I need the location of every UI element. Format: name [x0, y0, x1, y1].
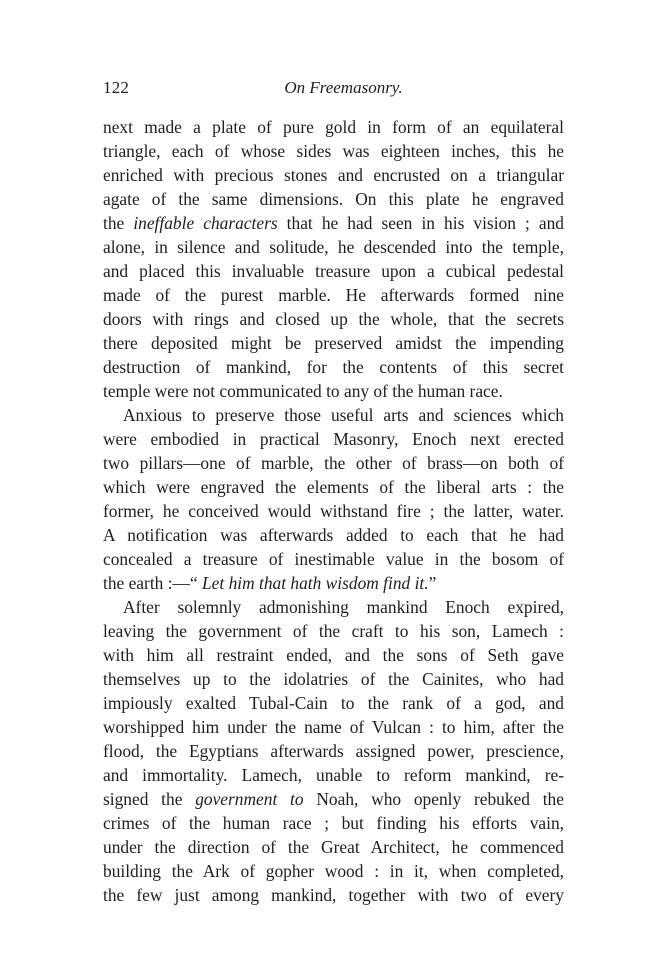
text-segment: the few just among mankind, together with two of every: [103, 885, 564, 905]
text-segment: concealed a treasure of inestimable value in the bosom of: [103, 549, 564, 569]
text-segment: agate of the same dimensions. On this plate he engraved: [103, 189, 564, 209]
text-line: [103, 523, 564, 547]
text-line: [103, 883, 564, 907]
text-segment: triangle, each of whose sides was eighteen inches, this he: [103, 141, 564, 161]
text-segment: temple were not communicated to any of the human race.: [103, 381, 503, 401]
text-line: [103, 427, 564, 451]
text-segment: there deposited might be preserved amidst the impending: [103, 333, 564, 353]
text-line: [103, 835, 564, 859]
text-line: [103, 115, 564, 139]
text-segment: two pillars—one of marble, the other of brass—on both of: [103, 453, 564, 473]
page-number: 122: [103, 78, 130, 97]
text-line: [103, 139, 564, 163]
text-line: [103, 403, 564, 427]
running-head: [103, 76, 564, 100]
italic-text: government to: [195, 789, 304, 809]
italic-text: Let him that hath wisdom find it.: [202, 573, 429, 593]
text-segment: A notification was afterwards added to each that he had: [103, 525, 564, 545]
text-line: [103, 571, 564, 595]
text-segment: the: [103, 213, 134, 233]
text-line: [103, 787, 564, 811]
text-segment: leaving the government of the craft to his son, Lamech :: [103, 621, 564, 641]
text-line: [103, 619, 564, 643]
text-segment: Noah, who openly rebuked the: [303, 789, 564, 809]
text-segment: which were engraved the elements of the liberal arts : the: [103, 477, 564, 497]
text-segment: Anxious to preserve those useful arts and sciences which: [123, 405, 564, 425]
text-line: [103, 235, 564, 259]
text-segment: were embodied in practical Masonry, Enoch next erected: [103, 429, 564, 449]
text-segment: building the Ark of gopher wood : in it, when completed,: [103, 861, 564, 881]
text-segment: former, he conceived would withstand fire ; the latter, water.: [103, 501, 564, 521]
text-line: [103, 283, 564, 307]
text-line: [103, 187, 564, 211]
text-line: [103, 763, 564, 787]
text-line: [103, 379, 564, 403]
text-line: [103, 211, 564, 235]
text-line: [103, 259, 564, 283]
text-line: [103, 595, 564, 619]
text-line: [103, 331, 564, 355]
text-segment: destruction of mankind, for the contents of this secret: [103, 357, 564, 377]
text-line: [103, 643, 564, 667]
text-segment: and placed this invaluable treasure upon a cubical pedestal: [103, 261, 564, 281]
text-segment: the earth :—“: [103, 573, 202, 593]
text-line: [103, 811, 564, 835]
text-line: [103, 355, 564, 379]
text-segment: with him all restraint ended, and the sons of Seth gave: [103, 645, 564, 665]
text-segment: After solemnly admonishing mankind Enoch expired,: [123, 597, 564, 617]
text-line: [103, 715, 564, 739]
text-line: [103, 307, 564, 331]
text-segment: signed the: [103, 789, 196, 809]
text-segment: doors with rings and closed up the whole, that the secrets: [103, 309, 564, 329]
text-segment: that he had seen in his vision ; and: [277, 213, 564, 233]
text-segment: ”: [428, 573, 437, 593]
text-segment: flood, the Egyptians afterwards assigned power, prescience,: [103, 741, 564, 761]
text-segment: made of the purest marble. He afterwards formed nine: [103, 285, 564, 305]
text-line: [103, 451, 564, 475]
text-line: [103, 163, 564, 187]
text-segment: impiously exalted Tubal-Cain to the rank of a god, and: [103, 693, 564, 713]
text-segment: and immortality. Lamech, unable to reform mankind, re-: [103, 765, 564, 785]
running-title: On Freemasonry.: [284, 78, 403, 97]
text-line: [103, 859, 564, 883]
text-line: [103, 547, 564, 571]
text-segment: crimes of the human race ; but finding his efforts vain,: [103, 813, 564, 833]
body-text: [103, 115, 564, 907]
text-segment: alone, in silence and solitude, he descended into the temple,: [103, 237, 564, 257]
text-line: [103, 475, 564, 499]
text-segment: enriched with precious stones and encrusted on a triangular: [103, 165, 564, 185]
text-line: [103, 667, 564, 691]
text-segment: next made a plate of pure gold in form of an equilateral: [103, 117, 564, 137]
book-page: [103, 76, 564, 907]
text-segment: worshipped him under the name of Vulcan : to him, after the: [103, 717, 564, 737]
text-line: [103, 739, 564, 763]
text-segment: themselves up to the idolatries of the Cainites, who had: [103, 669, 564, 689]
text-line: [103, 499, 564, 523]
text-line: [103, 691, 564, 715]
text-segment: under the direction of the Great Architect, he commenced: [103, 837, 564, 857]
italic-text: ineffable characters: [133, 213, 278, 233]
